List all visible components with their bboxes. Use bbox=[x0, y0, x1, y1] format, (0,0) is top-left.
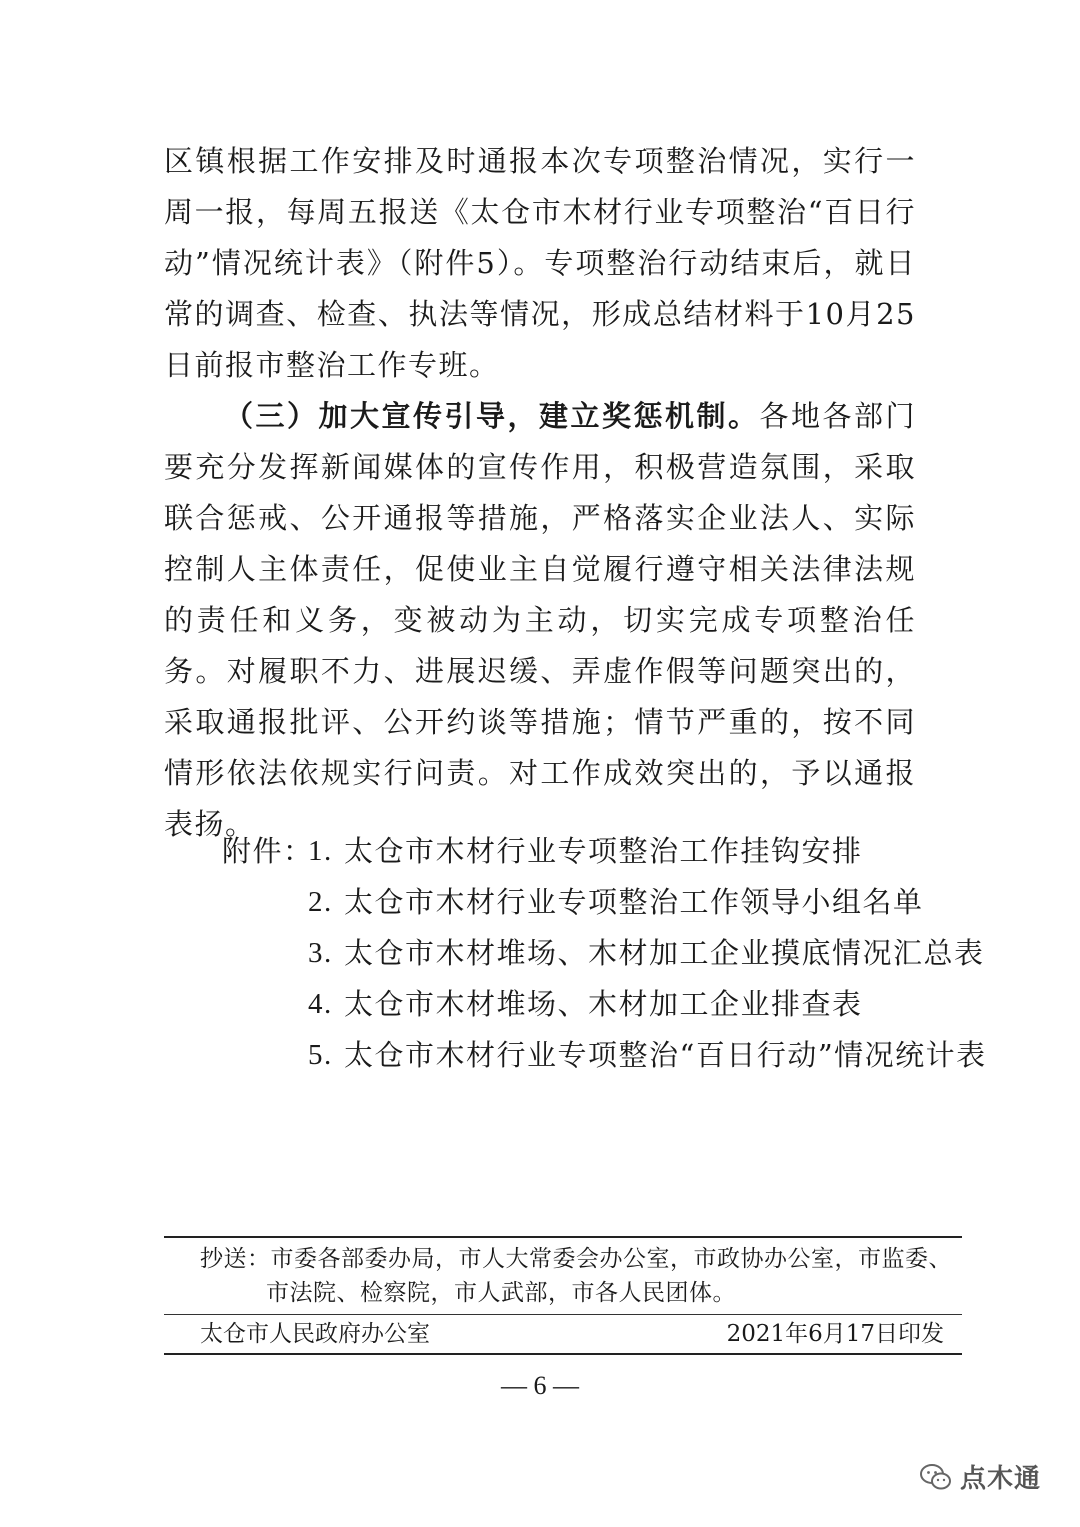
wechat-icon bbox=[920, 1463, 952, 1491]
cc-line-2: 市法院、检察院，市人武部，市各人民团体。 bbox=[266, 1280, 736, 1306]
attachment-title: 太仓市木材行业专项整治工作领导小组名单 bbox=[344, 885, 924, 919]
cc-line-1: 抄送：市委各部委办局，市人大常委会办公室，市政协办公室，市监委、 bbox=[200, 1246, 952, 1272]
attachment-item bbox=[222, 877, 942, 928]
paragraph-publicity bbox=[164, 391, 916, 850]
attachments-label: 附件： bbox=[222, 834, 314, 868]
attachment-item bbox=[222, 928, 985, 979]
body-text bbox=[164, 136, 916, 850]
paragraph-continued: 区镇根据工作安排及时通报本次专项整治情况，实行一周一报，每周五报送《太仓市木材行业专项整治“百日行动”情况统计表》（附件5）。专项整治行动结束后，就日常的调查、检查、执法等情况，形成总结材料于10月25日前报市整治工作专班。 bbox=[164, 144, 916, 382]
attachment-title: 太仓市木材堆场、木材加工企业排查表 bbox=[344, 987, 863, 1021]
attachment-title: 太仓市木材行业专项整治“百日行动”情况统计表 bbox=[344, 1038, 987, 1072]
issuer-row bbox=[164, 1315, 962, 1353]
page-number: — 6 — bbox=[501, 1371, 579, 1400]
attachment-title: 太仓市木材堆场、木材加工企业摸底情况汇总表 bbox=[344, 936, 985, 970]
issue-date: 2021年6月17日印发 bbox=[726, 1321, 944, 1347]
attachment-item bbox=[222, 979, 942, 1030]
watermark bbox=[920, 1458, 1041, 1495]
paragraph-publicity-body: 各地各部门要充分发挥新闻媒体的宣传作用，积极营造氛围，采取联合惩戒、公开通报等措施，严格落实企业法人、实际控制人主体责任，促使业主自觉履行遵守相关法律法规的责任和义务，变被动为主动，切实完成专项整治任务。对履职不力、进展迟缓、弄虚作假等问题突出的，采取通报批评、公开约谈等措施；情节严重的，按不同情形依法依规实行问责。对工作成效突出的，予以通报表扬。 bbox=[164, 399, 916, 841]
attachment-number: 2. bbox=[308, 886, 333, 918]
attachment-number: 1. bbox=[308, 835, 333, 867]
attachments-list bbox=[222, 826, 987, 1081]
issuer-name: 太仓市人民政府办公室 bbox=[200, 1321, 430, 1347]
attachment-number: 3. bbox=[308, 937, 333, 969]
attachment-item bbox=[222, 1030, 987, 1081]
attachment-number: 5. bbox=[308, 1039, 333, 1071]
attachment-item bbox=[222, 826, 942, 877]
document-footer bbox=[164, 1236, 962, 1355]
footer-bottom-rule bbox=[164, 1353, 962, 1355]
attachment-title: 太仓市木材行业专项整治工作挂钩安排 bbox=[344, 834, 863, 868]
cc-recipients bbox=[164, 1238, 962, 1314]
watermark-text: 点木通 bbox=[960, 1464, 1042, 1494]
attachment-number: 4. bbox=[308, 988, 333, 1020]
section-heading: （三）加大宣传引导，建立奖惩机制。 bbox=[224, 399, 760, 433]
